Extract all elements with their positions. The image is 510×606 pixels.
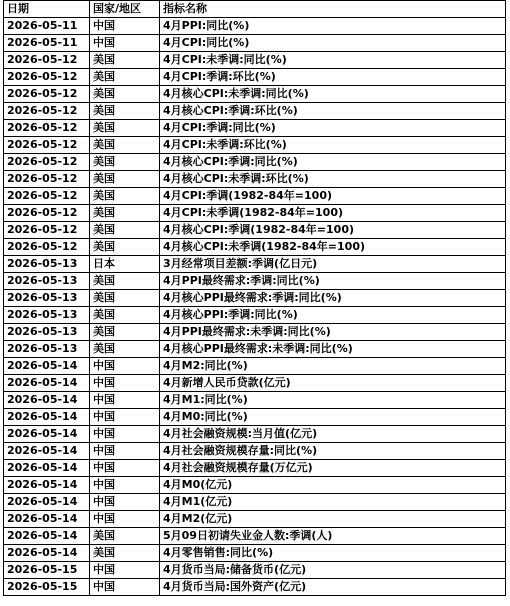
table-row — [4, 341, 506, 358]
date-cell: 2026-05-13 — [4, 273, 90, 290]
date-cell: 2026-05-13 — [4, 324, 90, 341]
column-header-indicator: 指标名称 — [160, 1, 506, 18]
indicator-name-cell: 4月M0:同比(%) — [160, 409, 506, 426]
table-row — [4, 392, 506, 409]
date-cell: 2026-05-12 — [4, 103, 90, 120]
region-cell: 美国 — [90, 341, 160, 358]
region-cell: 美国 — [90, 205, 160, 222]
date-cell: 2026-05-14 — [4, 409, 90, 426]
region-cell: 中国 — [90, 358, 160, 375]
date-cell: 2026-05-14 — [4, 460, 90, 477]
date-cell: 2026-05-12 — [4, 171, 90, 188]
region-cell: 中国 — [90, 35, 160, 52]
indicator-name-cell: 4月社会融资规模存量(万亿元) — [160, 460, 506, 477]
region-cell: 美国 — [90, 273, 160, 290]
date-cell: 2026-05-14 — [4, 511, 90, 528]
indicator-name-cell: 4月M1(亿元) — [160, 494, 506, 511]
table-row — [4, 69, 506, 86]
indicator-name-cell: 4月核心CPI:未季调:环比(%) — [160, 171, 506, 188]
region-cell: 美国 — [90, 69, 160, 86]
region-cell: 美国 — [90, 188, 160, 205]
region-cell: 美国 — [90, 528, 160, 545]
region-cell: 美国 — [90, 52, 160, 69]
region-cell: 美国 — [90, 86, 160, 103]
table-row — [4, 273, 506, 290]
date-cell: 2026-05-12 — [4, 239, 90, 256]
table-row — [4, 205, 506, 222]
date-cell: 2026-05-12 — [4, 120, 90, 137]
indicator-name-cell: 4月社会融资规模:当月值(亿元) — [160, 426, 506, 443]
date-cell: 2026-05-14 — [4, 375, 90, 392]
table-row — [4, 103, 506, 120]
indicator-table — [3, 0, 506, 596]
region-cell: 美国 — [90, 171, 160, 188]
indicator-name-cell: 3月经常项目差额:季调(亿日元) — [160, 256, 506, 273]
indicator-name-cell: 4月PPI最终需求:未季调:同比(%) — [160, 324, 506, 341]
date-cell: 2026-05-13 — [4, 341, 90, 358]
indicator-name-cell: 4月CPI:季调(1982-84年=100) — [160, 188, 506, 205]
indicator-name-cell: 4月货币当局:储备货币(亿元) — [160, 562, 506, 579]
date-cell: 2026-05-14 — [4, 477, 90, 494]
date-cell: 2026-05-12 — [4, 222, 90, 239]
date-cell: 2026-05-12 — [4, 188, 90, 205]
region-cell: 中国 — [90, 511, 160, 528]
table-row — [4, 324, 506, 341]
table-row — [4, 494, 506, 511]
indicator-name-cell: 4月PPI:同比(%) — [160, 18, 506, 35]
date-cell: 2026-05-12 — [4, 205, 90, 222]
table-row — [4, 52, 506, 69]
indicator-name-cell: 4月核心CPI:季调(1982-84年=100) — [160, 222, 506, 239]
table-row — [4, 35, 506, 52]
date-cell: 2026-05-14 — [4, 545, 90, 562]
date-cell: 2026-05-13 — [4, 307, 90, 324]
indicator-name-cell: 4月PPI最终需求:季调:同比(%) — [160, 273, 506, 290]
date-cell: 2026-05-14 — [4, 494, 90, 511]
indicator-name-cell: 4月CPI:未季调(1982-84年=100) — [160, 205, 506, 222]
date-cell: 2026-05-12 — [4, 52, 90, 69]
indicator-name-cell: 4月M0(亿元) — [160, 477, 506, 494]
table-row — [4, 256, 506, 273]
table-row — [4, 120, 506, 137]
indicator-name-cell: 4月核心PPI最终需求:未季调:同比(%) — [160, 341, 506, 358]
table-row — [4, 358, 506, 375]
region-cell: 中国 — [90, 426, 160, 443]
indicator-name-cell: 5月09日初请失业金人数:季调(人) — [160, 528, 506, 545]
region-cell: 美国 — [90, 137, 160, 154]
region-cell: 中国 — [90, 460, 160, 477]
table-row — [4, 154, 506, 171]
indicator-name-cell: 4月M2:同比(%) — [160, 358, 506, 375]
indicator-name-cell: 4月货币当局:国外资产(亿元) — [160, 579, 506, 596]
indicator-name-cell: 4月新增人民币贷款(亿元) — [160, 375, 506, 392]
indicator-name-cell: 4月核心CPI:未季调(1982-84年=100) — [160, 239, 506, 256]
indicator-name-cell: 4月CPI:同比(%) — [160, 35, 506, 52]
date-cell: 2026-05-12 — [4, 154, 90, 171]
indicator-name-cell: 4月社会融资规模存量:同比(%) — [160, 443, 506, 460]
table-row — [4, 137, 506, 154]
region-cell: 美国 — [90, 103, 160, 120]
table-row — [4, 579, 506, 596]
date-cell: 2026-05-14 — [4, 392, 90, 409]
date-cell: 2026-05-12 — [4, 86, 90, 103]
table-row — [4, 477, 506, 494]
region-cell: 美国 — [90, 154, 160, 171]
date-cell: 2026-05-12 — [4, 137, 90, 154]
table-row — [4, 460, 506, 477]
indicator-name-cell: 4月CPI:未季调:同比(%) — [160, 52, 506, 69]
table-row — [4, 222, 506, 239]
indicator-name-cell: 4月M2(亿元) — [160, 511, 506, 528]
region-cell: 中国 — [90, 375, 160, 392]
table-row — [4, 188, 506, 205]
date-cell: 2026-05-12 — [4, 69, 90, 86]
region-cell: 美国 — [90, 222, 160, 239]
region-cell: 中国 — [90, 443, 160, 460]
indicator-name-cell: 4月核心CPI:季调:同比(%) — [160, 154, 506, 171]
indicator-name-cell: 4月CPI:季调:同比(%) — [160, 120, 506, 137]
region-cell: 中国 — [90, 18, 160, 35]
table-row — [4, 562, 506, 579]
indicator-name-cell: 4月M1:同比(%) — [160, 392, 506, 409]
date-cell: 2026-05-14 — [4, 358, 90, 375]
region-cell: 中国 — [90, 409, 160, 426]
indicator-name-cell: 4月CPI:季调:环比(%) — [160, 69, 506, 86]
table-row — [4, 307, 506, 324]
region-cell: 中国 — [90, 392, 160, 409]
region-cell: 中国 — [90, 579, 160, 596]
indicator-name-cell: 4月核心CPI:未季调:同比(%) — [160, 86, 506, 103]
region-cell: 中国 — [90, 477, 160, 494]
region-cell: 美国 — [90, 545, 160, 562]
date-cell: 2026-05-11 — [4, 18, 90, 35]
region-cell: 美国 — [90, 120, 160, 137]
region-cell: 日本 — [90, 256, 160, 273]
table-row — [4, 18, 506, 35]
table-row — [4, 528, 506, 545]
indicator-name-cell: 4月零售销售:同比(%) — [160, 545, 506, 562]
table-row — [4, 239, 506, 256]
table-row — [4, 426, 506, 443]
region-cell: 美国 — [90, 324, 160, 341]
date-cell: 2026-05-14 — [4, 443, 90, 460]
table-row — [4, 443, 506, 460]
indicator-name-cell: 4月核心PPI:季调:同比(%) — [160, 307, 506, 324]
indicator-name-cell: 4月核心PPI最终需求:季调:同比(%) — [160, 290, 506, 307]
date-cell: 2026-05-14 — [4, 426, 90, 443]
table-row — [4, 290, 506, 307]
table-row — [4, 86, 506, 103]
date-cell: 2026-05-11 — [4, 35, 90, 52]
column-header-date: 日期 — [4, 1, 90, 18]
table-header-row — [4, 1, 506, 18]
table-row — [4, 375, 506, 392]
date-cell: 2026-05-14 — [4, 528, 90, 545]
region-cell: 美国 — [90, 290, 160, 307]
table-row — [4, 171, 506, 188]
date-cell: 2026-05-13 — [4, 256, 90, 273]
date-cell: 2026-05-15 — [4, 562, 90, 579]
indicator-name-cell: 4月核心CPI:季调:环比(%) — [160, 103, 506, 120]
table-row — [4, 511, 506, 528]
date-cell: 2026-05-15 — [4, 579, 90, 596]
region-cell: 中国 — [90, 562, 160, 579]
table-row — [4, 409, 506, 426]
table-body — [4, 18, 506, 596]
column-header-region: 国家/地区 — [90, 1, 160, 18]
region-cell: 中国 — [90, 494, 160, 511]
date-cell: 2026-05-13 — [4, 290, 90, 307]
region-cell: 美国 — [90, 307, 160, 324]
table-row — [4, 545, 506, 562]
region-cell: 美国 — [90, 239, 160, 256]
indicator-name-cell: 4月CPI:未季调:环比(%) — [160, 137, 506, 154]
